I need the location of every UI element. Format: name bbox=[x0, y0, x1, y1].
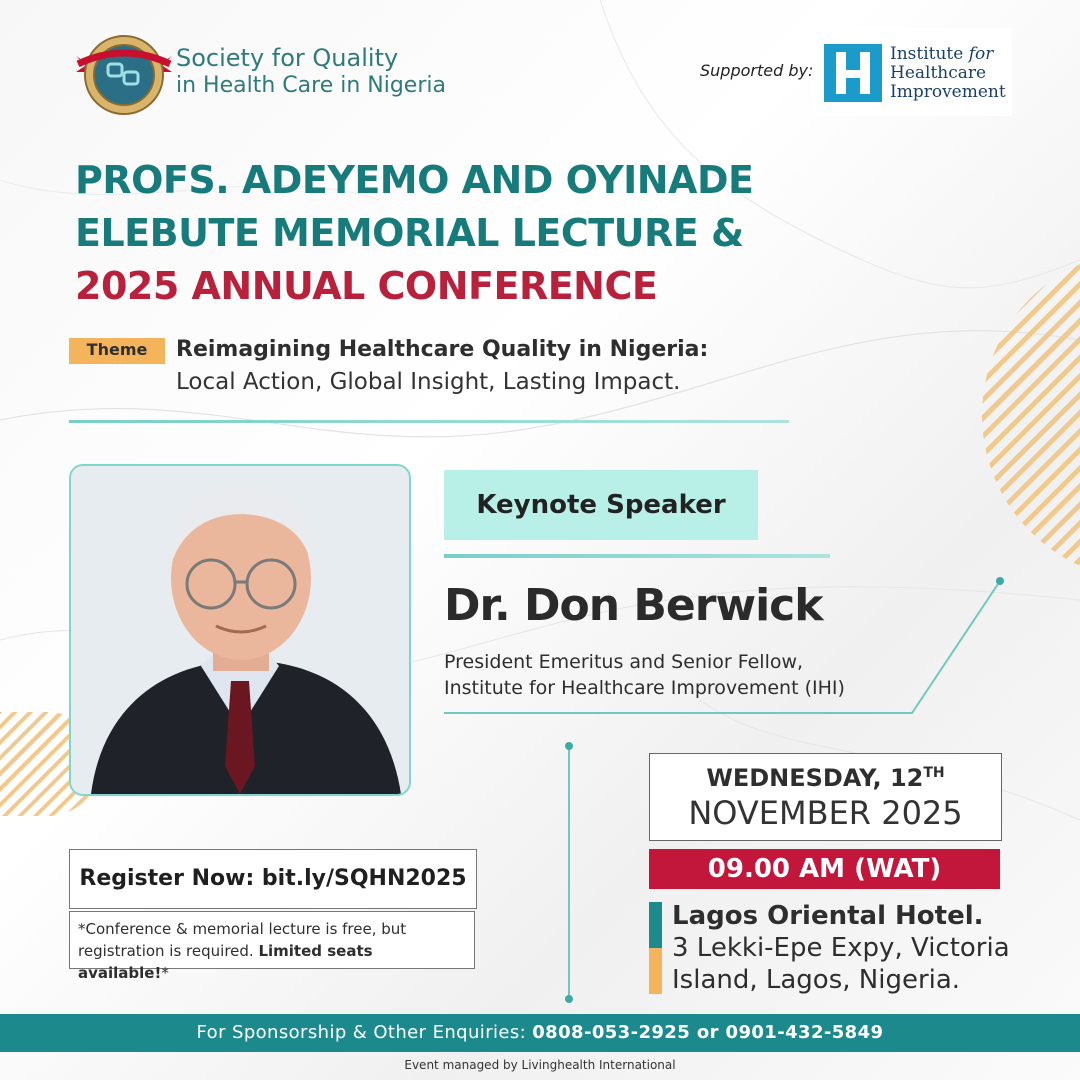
speaker-role-line1: President Emeritus and Senior Fellow, bbox=[444, 651, 804, 673]
footer-enquiries bbox=[0, 1014, 1080, 1052]
registration-note-text: *Conference & memorial lecture is free, but registration is required. bbox=[78, 920, 407, 960]
speaker-role-line2: Institute for Healthcare Improvement (IHI) bbox=[444, 677, 845, 699]
registration-note bbox=[69, 911, 475, 982]
registration-note-end: * bbox=[161, 964, 169, 982]
venue-accent-teal bbox=[649, 902, 662, 948]
theme-line2: Local Action, Global Insight, Lasting Impact. bbox=[176, 369, 681, 395]
event-month-year: NOVEMBER 2025 bbox=[688, 794, 963, 832]
event-time: 09.00 AM (WAT) bbox=[649, 849, 1000, 889]
venue-name: Lagos Oriental Hotel. bbox=[672, 901, 984, 931]
headline-line1: PROFS. ADEYEMO AND OYINADE bbox=[75, 158, 754, 202]
register-box bbox=[69, 849, 477, 909]
venue-accent-gold bbox=[649, 948, 662, 994]
event-day-text: WEDNESDAY, 12 bbox=[706, 764, 924, 792]
theme-tag: Theme bbox=[69, 338, 165, 364]
org-name-line2: in Health Care in Nigeria bbox=[176, 73, 446, 98]
managed-by: Event managed by Livinghealth International bbox=[404, 1058, 676, 1072]
supported-by-label: Supported by: bbox=[700, 61, 814, 80]
event-date-box bbox=[649, 753, 1002, 841]
venue-line1: 3 Lekki-Epe Expy, Victoria bbox=[672, 933, 1010, 963]
org-name-line1: Society for Quality bbox=[176, 44, 399, 72]
speaker-name: Dr. Don Berwick bbox=[444, 580, 823, 631]
event-day bbox=[650, 764, 1001, 792]
event-day-suffix: TH bbox=[923, 765, 945, 781]
theme-line1: Reimagining Healthcare Quality in Nigeria: bbox=[176, 337, 709, 362]
footer-enquiries-label: For Sponsorship & Other Enquiries: bbox=[196, 1022, 533, 1043]
venue-line2: Island, Lagos, Nigeria. bbox=[672, 965, 961, 995]
ihi-name-institute: Institute bbox=[890, 44, 969, 64]
ihi-name-line2: Healthcare bbox=[890, 63, 987, 83]
headline-line3: 2025 ANNUAL CONFERENCE bbox=[75, 264, 658, 308]
keynote-speaker-heading: Keynote Speaker bbox=[444, 470, 758, 540]
venue-address bbox=[672, 900, 1010, 996]
footer-phones: 0808-053-2925 or 0901-432-5849 bbox=[532, 1022, 884, 1043]
register-link[interactable]: Register Now: bit.ly/SQHN2025 bbox=[79, 866, 467, 891]
registration-note-bold: Limited seats available! bbox=[78, 942, 373, 982]
ihi-name-for: for bbox=[968, 44, 994, 64]
ihi-name-line3: Improvement bbox=[890, 82, 1006, 102]
headline-line2: ELEBUTE MEMORIAL LECTURE & bbox=[75, 211, 744, 255]
